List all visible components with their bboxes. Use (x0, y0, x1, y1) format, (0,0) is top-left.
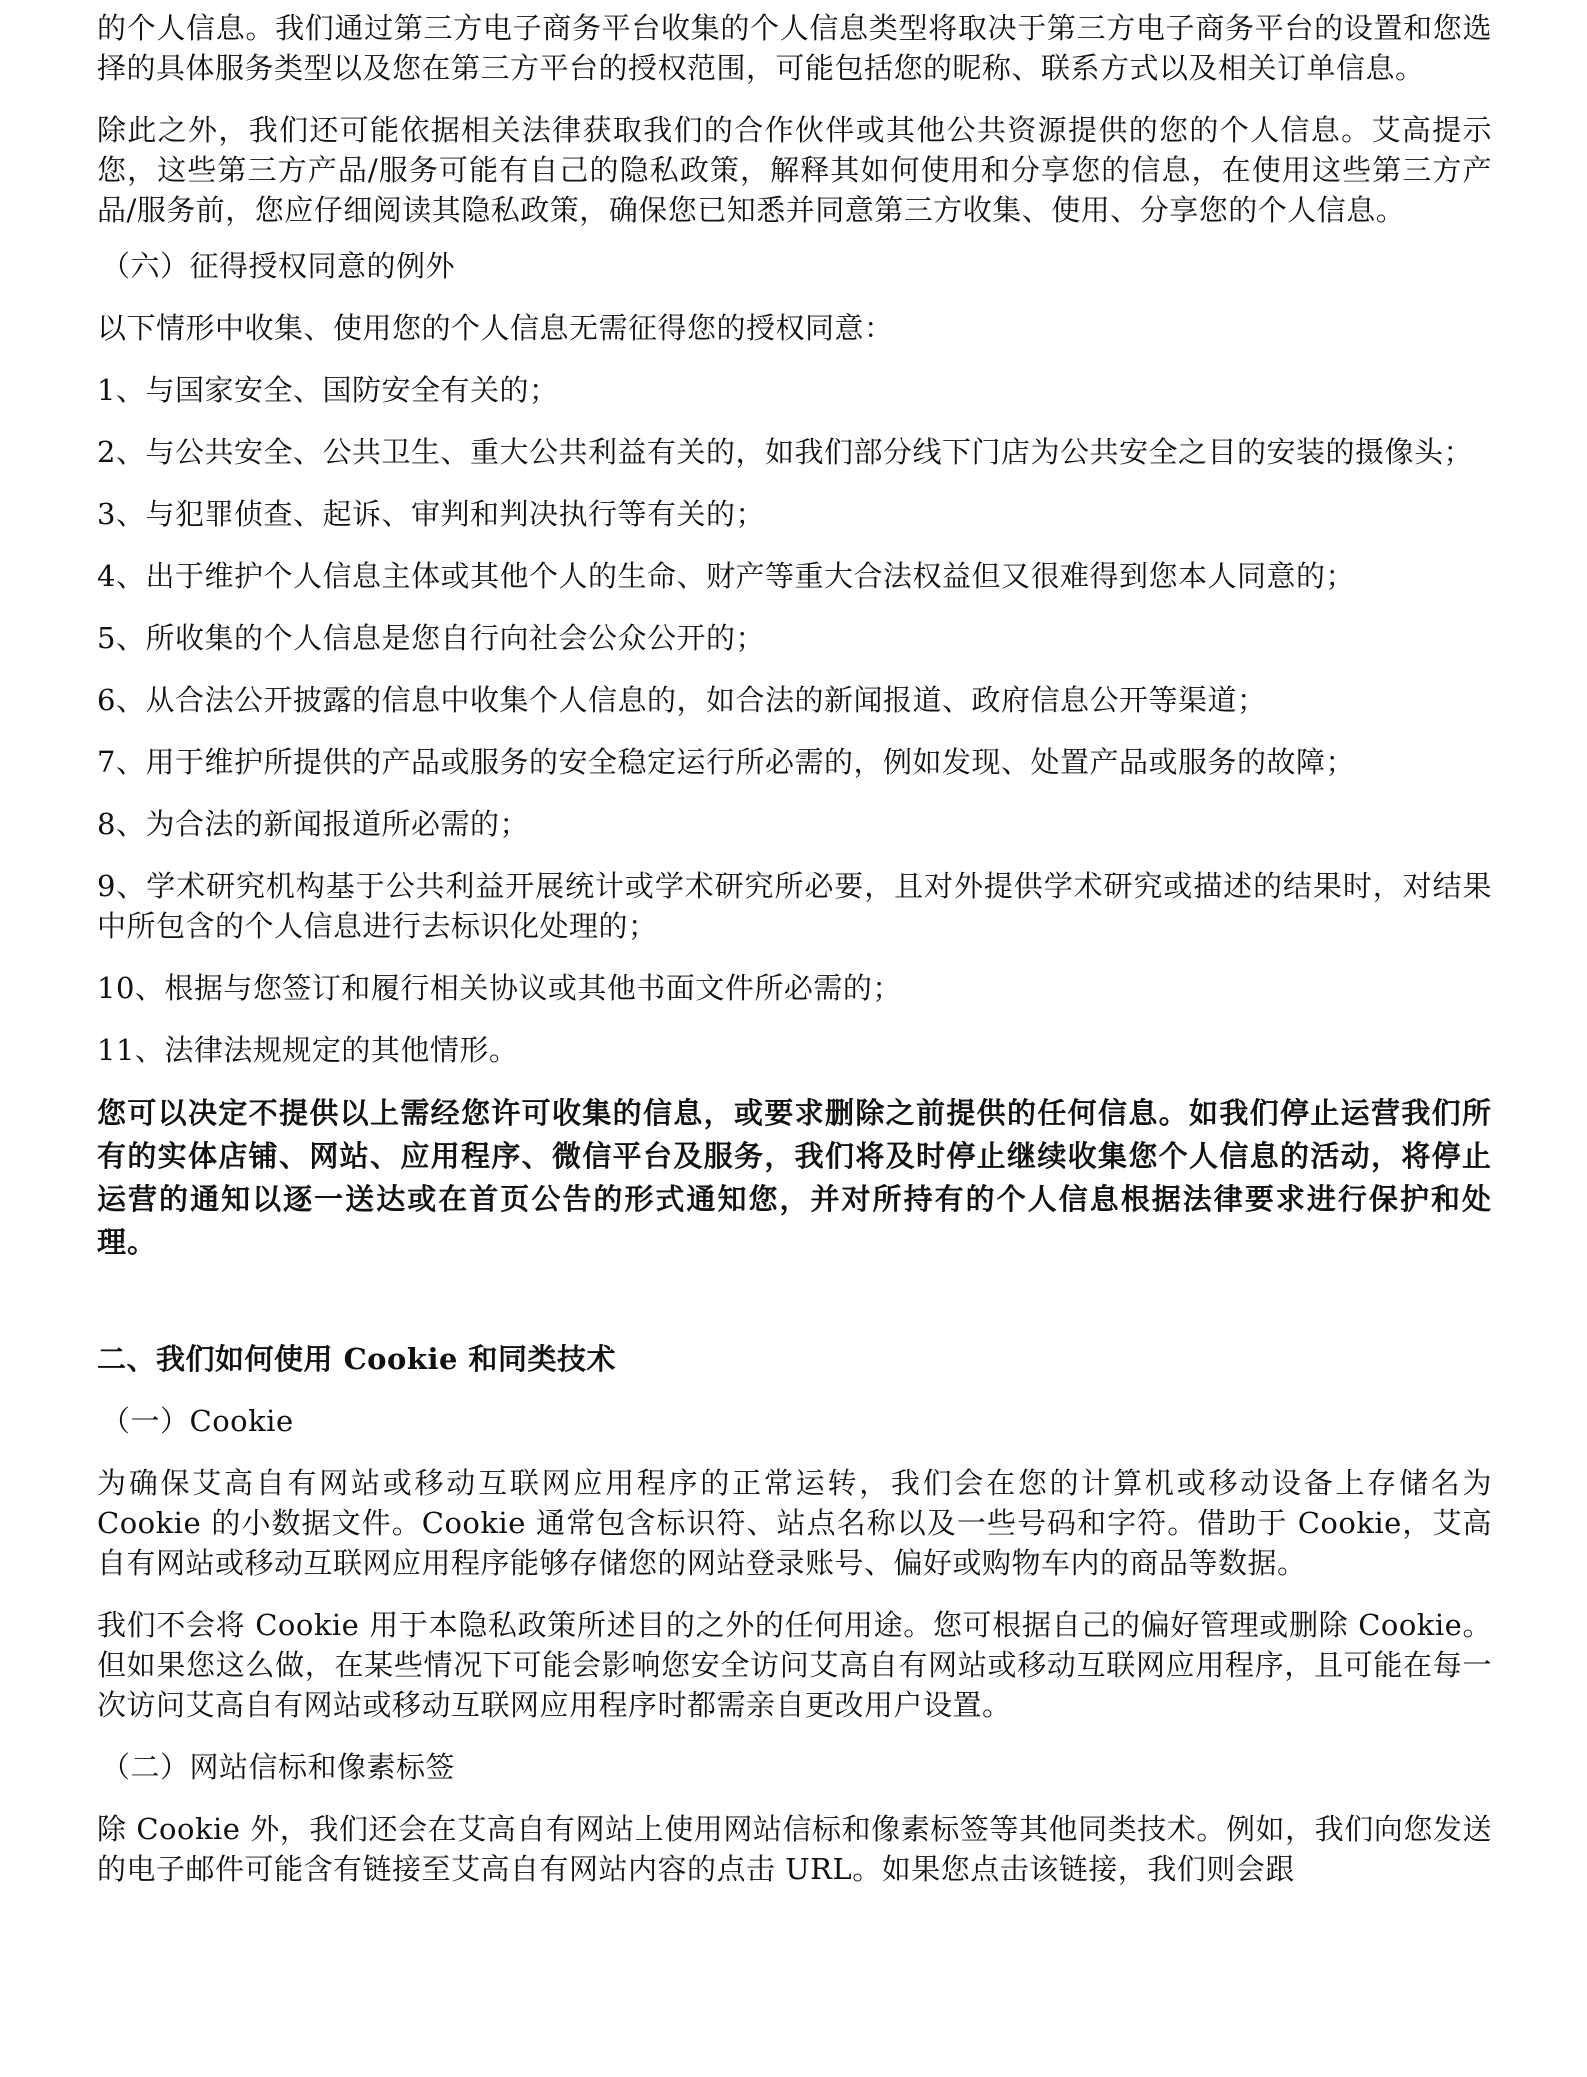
exception-item: 5、所收集的个人信息是您自行向社会公众公开的； (97, 621, 765, 655)
section-two-title: 二、我们如何使用 Cookie 和同类技术 (97, 1342, 617, 1376)
exception-item: 1、与国家安全、国防安全有关的； (97, 373, 559, 407)
exception-item: 11、法律法规规定的其他情形。 (97, 1033, 519, 1067)
intro-paragraph-2: 除此之外，我们还可能依据相关法律获取我们的合作伙伴或其他公共资源提供的您的个人信息。艾高提示您，这些第三方产品/服务可能有自己的隐私政策，解释其如何使用和分享您的信息，在使用这些第三方产品/服务前，您应仔细阅读其隐私政策，确保您已知悉并同意第三方收集、使用、分享您的个人信息。 (97, 113, 1492, 227)
beacon-subtitle: （二）网站信标和像素标签 (101, 1750, 456, 1784)
intro-paragraph-1: 的个人信息。我们通过第三方电子商务平台收集的个人信息类型将取决于第三方电子商务平台的设置和您选择的具体服务类型以及您在第三方平台的授权范围，可能包括您的昵称、联系方式以及相关订单信息。 (97, 11, 1492, 85)
exception-item: 2、与公共安全、公共卫生、重大公共利益有关的，如我们部分线下门店为公共安全之目的安装的摄像头； (97, 435, 1473, 469)
exceptions-list (97, 370, 1492, 1070)
exception-item: 8、为合法的新闻报道所必需的； (97, 807, 529, 841)
bold-notice: 您可以决定不提供以上需经您许可收集的信息，或要求删除之前提供的任何信息。如我们停止运营我们所有的实体店铺、网站、应用程序、微信平台及服务，我们将及时停止继续收集您个人信息的活动，将停止运营的通知以逐一送达或在首页公告的形式通知您，并对所持有的个人信息根据法律要求进行保护和处理。 (97, 1096, 1492, 1259)
exception-item: 6、从合法公开披露的信息中收集个人信息的，如合法的新闻报道、政府信息公开等渠道； (97, 683, 1267, 717)
section-six-title: （六）征得授权同意的例外 (101, 249, 456, 283)
exception-item: 7、用于维护所提供的产品或服务的安全稳定运行所必需的，例如发现、处置产品或服务的故障； (97, 745, 1355, 779)
cookie-paragraph-2: 我们不会将 Cookie 用于本隐私政策所述目的之外的任何用途。您可根据自己的偏好管理或删除 Cookie。但如果您这么做，在某些情况下可能会影响您安全访问艾高自有网站或移动互联网应用程序，且可能在每一次访问艾高自有网站或移动互联网应用程序时都需亲自更改用户设置。 (97, 1608, 1492, 1722)
exception-item: 10、根据与您签订和履行相关协议或其他书面文件所必需的； (97, 971, 902, 1005)
document-page (97, 8, 1492, 1889)
beacon-paragraph: 除 Cookie 外，我们还会在艾高自有网站上使用网站信标和像素标签等其他同类技术。例如，我们向您发送的电子邮件可能含有链接至艾高自有网站内容的点击 URL。如果您点击该链接，我们则会跟 (97, 1812, 1492, 1886)
cookie-paragraph-1: 为确保艾高自有网站或移动互联网应用程序的正常运转，我们会在您的计算机或移动设备上存储名为 Cookie 的小数据文件。Cookie 通常包含标识符、站点名称以及一些号码和字符。借助于 Cookie，艾高自有网站或移动互联网应用程序能够存储您的网站登录账号、偏好或购物车内的商品等数据。 (97, 1466, 1492, 1580)
exception-item: 4、出于维护个人信息主体或其他个人的生命、财产等重大合法权益但又很难得到您本人同意的； (97, 559, 1355, 593)
exception-item: 3、与犯罪侦查、起诉、审判和判决执行等有关的； (97, 497, 765, 531)
cookie-subtitle: （一）Cookie (101, 1404, 294, 1438)
exceptions-lead: 以下情形中收集、使用您的个人信息无需征得您的授权同意： (97, 311, 894, 345)
exception-item: 9、学术研究机构基于公共利益开展统计或学术研究所必要，且对外提供学术研究或描述的结果时，对结果中所包含的个人信息进行去标识化处理的； (97, 869, 1492, 943)
